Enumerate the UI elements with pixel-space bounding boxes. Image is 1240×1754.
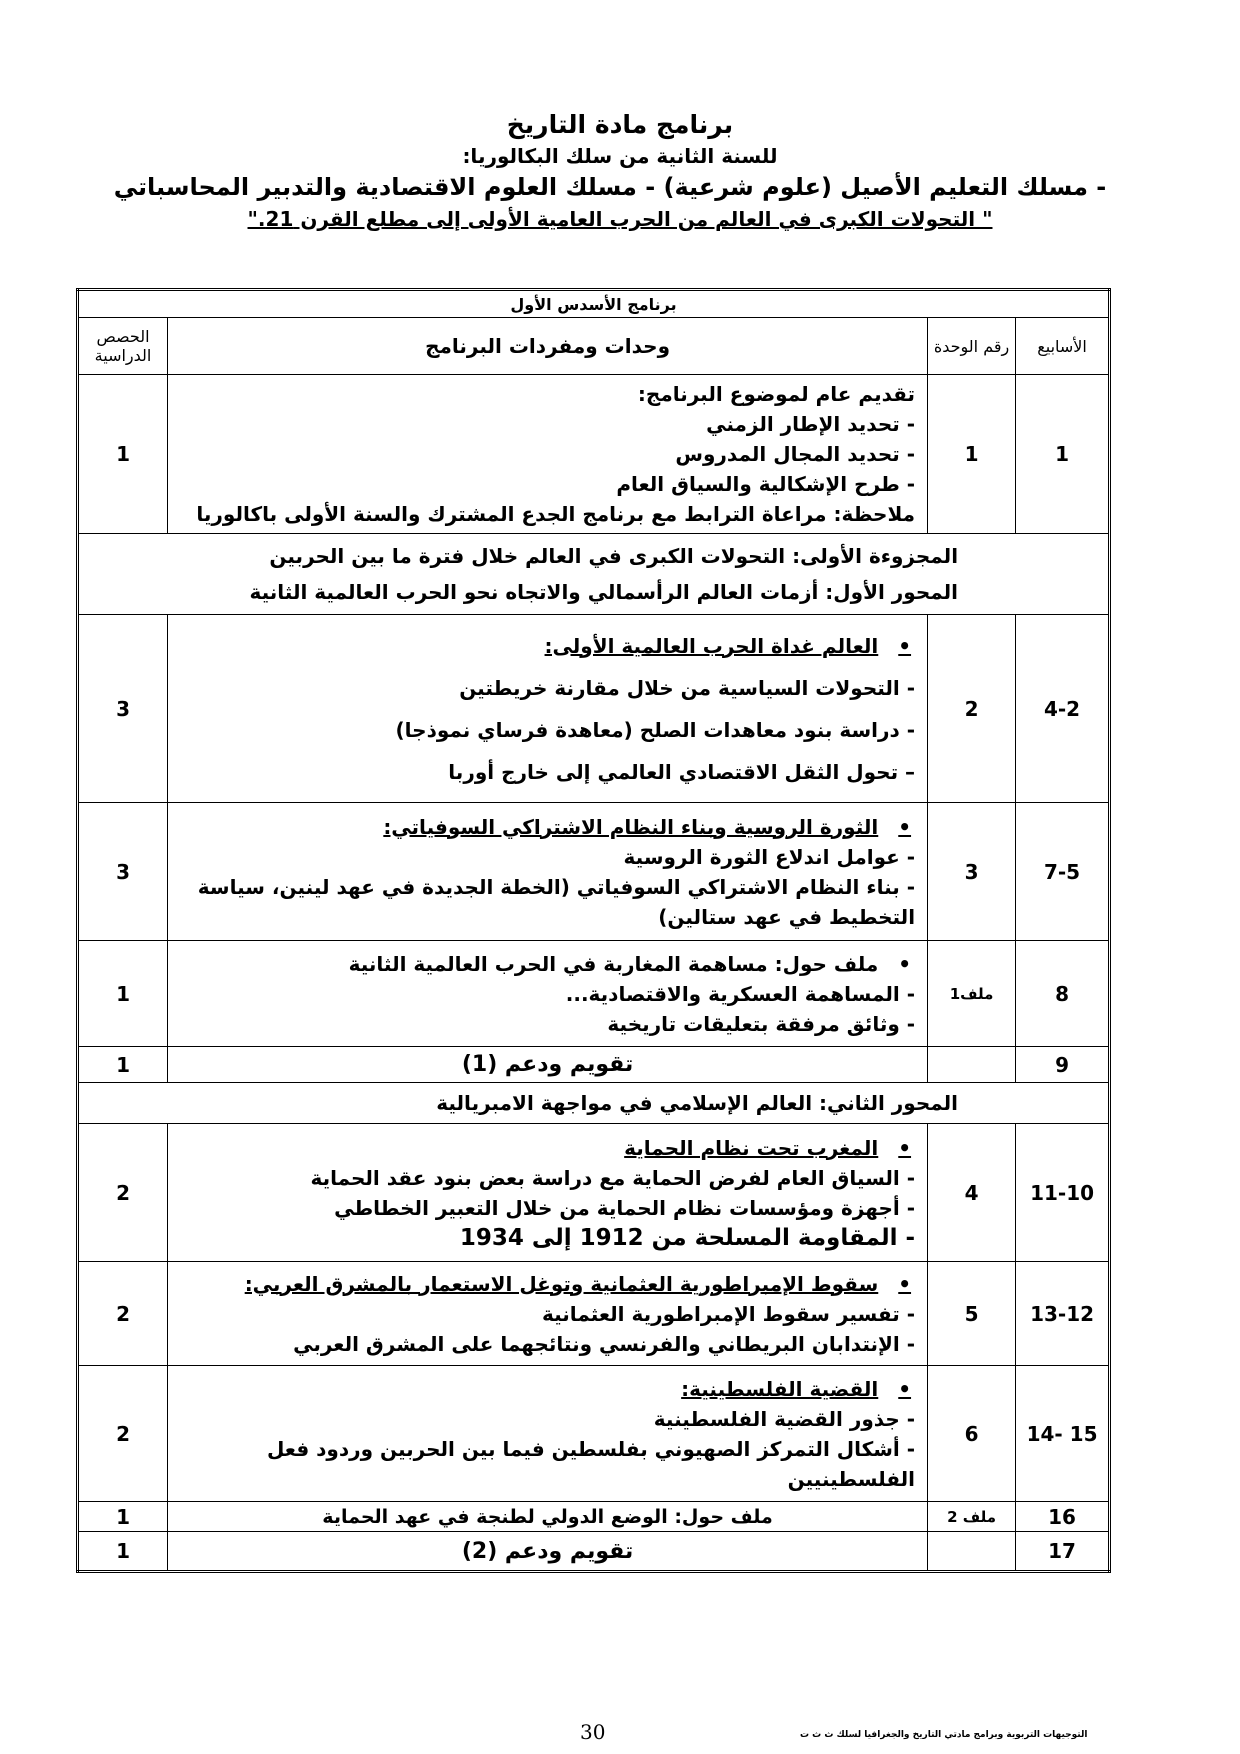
unit-cell: ملف 2 [928, 1502, 1016, 1532]
content-line: - التحولات السياسية من خلال مقارنة خريطتين [459, 675, 916, 700]
page-title: برنامج مادة التاريخ [506, 110, 734, 139]
table-row [78, 941, 1110, 1047]
content-line: - وثائق مرفقة بتعليقات تاريخية [607, 1011, 916, 1036]
content-cell [168, 1366, 928, 1502]
axis-cell [78, 534, 1110, 615]
content-line: - عوامل اندلاع الثورة الروسية [623, 844, 916, 869]
level-subtitle: للسنة الثانية من سلك البكالوريا: [462, 144, 778, 168]
table-row [78, 1502, 1110, 1532]
unit-cell: 2 [928, 615, 1016, 803]
content-line: - دراسة بنود معاهدات الصلح (معاهدة فرساي نموذجا) [395, 717, 916, 742]
unit-cell: ملف1 [928, 941, 1016, 1047]
content-cell [168, 803, 928, 941]
table-row [78, 803, 1110, 941]
weeks-cell: 4-2 [1016, 615, 1110, 803]
weeks-cell: 15 -14 [1016, 1366, 1110, 1502]
table-row [78, 1366, 1110, 1502]
content-heading: • ملف حول: مساهمة المغاربة في الحرب العالمية الثانية [174, 949, 915, 979]
content-heading: • الثورة الروسية وبناء النظام الاشتراكي السوفياتي: [174, 812, 915, 842]
content-line: - السياق العام لفرض الحماية مع دراسة بعض بنود عقد الحماية [310, 1165, 916, 1190]
sessions-cell: 1 [78, 1047, 168, 1083]
evaluation-cell: تقويم ودعم (1) [168, 1047, 928, 1083]
module-title: المجزوءة الأولى: التحولات الكبرى في العالم خلال فترة ما بين الحربين [269, 544, 959, 568]
content-line: - المساهمة العسكرية والاقتصادية... [565, 981, 916, 1006]
axis-title: المحور الثاني: العالم الإسلامي في مواجهة الامبريالية [436, 1091, 959, 1115]
unit-cell: 6 [928, 1366, 1016, 1502]
col-sessions: الحصص الدراسية [78, 318, 168, 375]
unit-cell: 1 [928, 375, 1016, 534]
axis-row [78, 1083, 1110, 1124]
unit-cell: 4 [928, 1124, 1016, 1262]
sessions-cell: 2 [78, 1366, 168, 1502]
axis-row [78, 534, 1110, 615]
evaluation-cell: تقويم ودعم (2) [168, 1532, 928, 1572]
content-cell [168, 1124, 928, 1262]
table-row [78, 1532, 1110, 1572]
header-row [78, 318, 1110, 375]
col-units: وحدات ومفردات البرنامج [168, 318, 928, 375]
weeks-cell: 8 [1016, 941, 1110, 1047]
table-row [78, 1262, 1110, 1366]
content-line: – تحول الثقل الاقتصادي العالمي إلى خارج أوربا [448, 759, 916, 784]
weeks-cell: 13-12 [1016, 1262, 1110, 1366]
table-row [78, 615, 1110, 803]
axis-cell [78, 1083, 1110, 1124]
weeks-cell: 17 [1016, 1532, 1110, 1572]
content-line: - تفسير سقوط الإمبراطورية العثمانية [542, 1301, 916, 1326]
content-line: - تحديد الإطار الزمني [706, 412, 916, 436]
table-row [78, 1047, 1110, 1083]
content-cell [168, 1262, 928, 1366]
content-line: - أجهزة ومؤسسات نظام الحماية من خلال التعبير الخطاطي [334, 1195, 916, 1220]
sessions-cell: 1 [78, 1532, 168, 1572]
sessions-cell: 1 [78, 941, 168, 1047]
semester-title: برنامج الأسدس الأول [78, 290, 1110, 318]
unit-cell [928, 1532, 1016, 1572]
sessions-cell: 2 [78, 1262, 168, 1366]
file-cell: ملف حول: الوضع الدولي لطنجة في عهد الحماية [168, 1502, 928, 1532]
content-line: - أشكال التمركز الصهيوني بفلسطين فيما بين الحربين وردود فعل الفلسطينيين [266, 1436, 916, 1491]
weeks-cell: 16 [1016, 1502, 1110, 1532]
weeks-cell: 7-5 [1016, 803, 1110, 941]
content-cell [168, 375, 928, 534]
table-row [78, 1124, 1110, 1262]
footer-note: التوجيهات التربوية وبرامج مادتي التاريخ والجغرافيا لسلك ث ث ت [800, 1730, 1088, 1740]
sessions-cell: 3 [78, 803, 168, 941]
content-cell [168, 615, 928, 803]
content-line: - الإنتدابان البريطاني والفرنسي ونتائجهما على المشرق العربي [293, 1331, 916, 1356]
tracks-line: - مسلك التعليم الأصيل (علوم شرعية) - مسلك العلوم الاقتصادية والتدبير المحاسباتي [113, 173, 1107, 201]
content-heading: • سقوط الإمبراطورية العثمانية وتوغل الاستعمار بالمشرق العربي: [174, 1269, 915, 1299]
weeks-cell: 9 [1016, 1047, 1110, 1083]
program-table [76, 288, 1111, 1573]
weeks-cell: 11-10 [1016, 1124, 1110, 1262]
content-heading: • القضية الفلسطينية: [174, 1374, 915, 1404]
sessions-cell: 3 [78, 615, 168, 803]
weeks-cell: 1 [1016, 375, 1110, 534]
sessions-cell: 1 [78, 1502, 168, 1532]
unit-cell: 3 [928, 803, 1016, 941]
theme-line: " التحولات الكبرى في العالم من الحرب العامية الأولى إلى مطلع القرن 21." [247, 207, 993, 231]
semester-row [78, 290, 1110, 318]
unit-cell: 5 [928, 1262, 1016, 1366]
content-line: - المقاومة المسلحة من 1912 إلى 1934 [459, 1224, 916, 1251]
col-unit-number: رقم الوحدة [928, 318, 1016, 375]
sessions-cell: 2 [78, 1124, 168, 1262]
content-line: تقديم عام لموضوع البرنامج: [637, 382, 916, 406]
content-line: - تحديد المجال المدروس [675, 442, 916, 466]
content-heading: • العالم غداة الحرب العالمية الأولى: [174, 625, 915, 667]
content-line: - بناء النظام الاشتراكي السوفياتي (الخطة الجديدة في عهد لينين، سياسة التخطيط في عهد ستالين) [197, 874, 916, 929]
content-heading: • المغرب تحت نظام الحماية [174, 1133, 915, 1163]
page-number: 30 [580, 1720, 606, 1744]
unit-cell [928, 1047, 1016, 1083]
sessions-cell: 1 [78, 375, 168, 534]
content-line: - طرح الإشكالية والسياق العام [616, 472, 916, 496]
axis-title: المحور الأول: أزمات العالم الرأسمالي والاتجاه نحو الحرب العالمية الثانية [249, 580, 959, 604]
table-row [78, 375, 1110, 534]
content-line: - جذور القضية الفلسطينية [653, 1406, 916, 1431]
content-line: ملاحظة: مراعاة الترابط مع برنامج الجدع المشترك والسنة الأولى باكالوريا [196, 502, 916, 526]
content-cell [168, 941, 928, 1047]
document-header [0, 108, 1240, 234]
col-weeks: الأسابيع [1016, 318, 1110, 375]
